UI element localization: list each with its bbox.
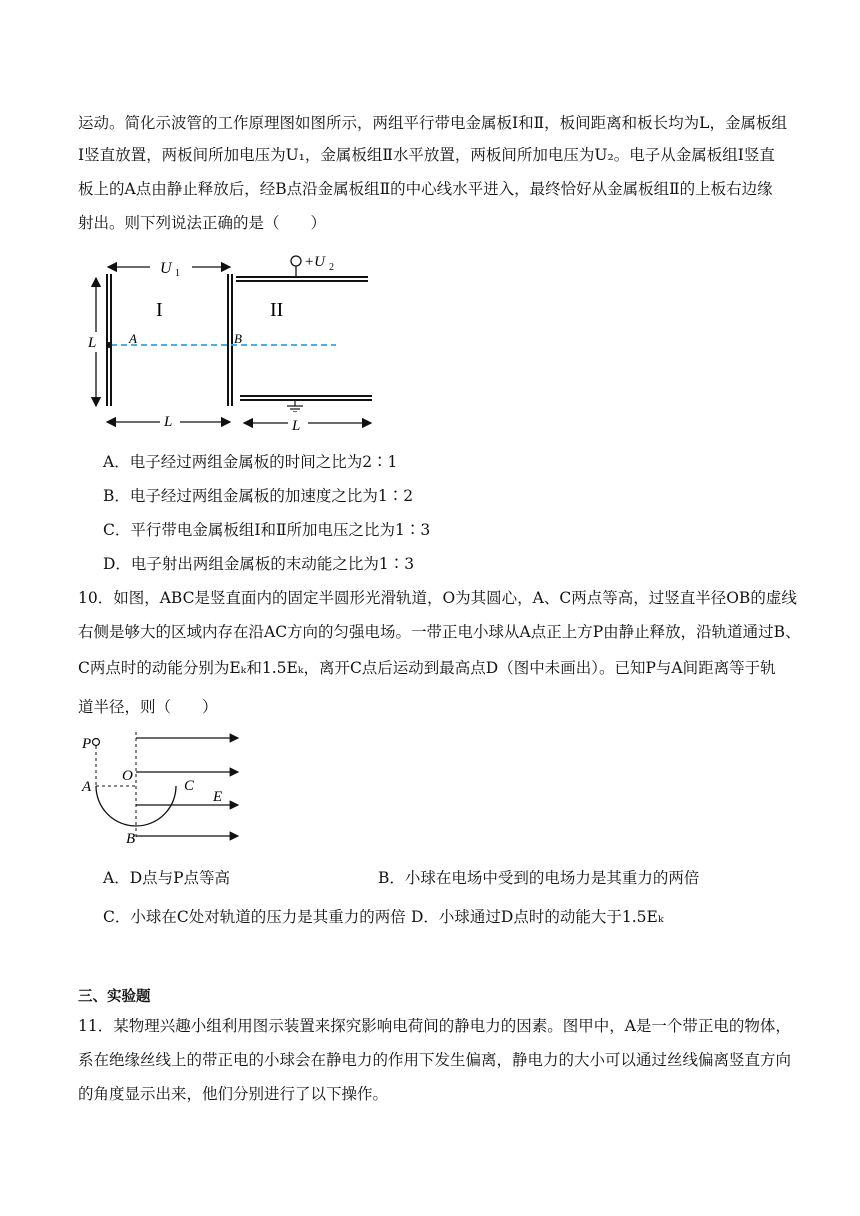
field-e-label: E	[213, 789, 223, 805]
q10-option-a: A．D点与P点等高	[103, 869, 231, 887]
u1-subscript: 1	[175, 268, 180, 279]
point-a-label: A	[129, 331, 137, 346]
region-1-label: I	[156, 299, 163, 321]
point-b-label: B	[234, 331, 242, 346]
q11-line-1: 11．某物理兴趣小组利用图示装置来探究影响电荷间的静电力的因素。图甲中，A是一个带正电的物体，	[78, 1017, 791, 1035]
q9-figure	[78, 244, 388, 436]
bottom-l-label-1: L	[164, 414, 173, 430]
point-a-label-q10: A	[82, 779, 92, 795]
point-c-label: C	[184, 778, 195, 794]
u2-label: +U	[304, 254, 325, 270]
q10-line-4: 道半径，则（ ）	[78, 698, 218, 716]
q10-option-d: D．小球通过D点时的动能大于1.5Eₖ	[411, 908, 664, 926]
u2-subscript: 2	[329, 262, 334, 273]
terminal-u2-icon	[291, 256, 301, 266]
q9-option-a: A．电子经过两组金属板的时间之比为2∶1	[103, 453, 398, 471]
q10-line-1: 10．如图，ABC是竖直面内的固定半圆形光滑轨道，O为其圆心，A、C两点等高，过竖直半径OB的虚线	[78, 589, 797, 607]
point-o-label: O	[122, 768, 133, 784]
q10-line-3: C两点时的动能分别为Eₖ和1.5Eₖ，离开C点后运动到最高点D（图中未画出）。已知P与A间距离等于轨	[78, 659, 776, 677]
section-heading: 三、实验题	[78, 989, 151, 1005]
q9-option-b: B．电子经过两组金属板的加速度之比为1∶2	[103, 487, 414, 505]
point-a-dot	[106, 342, 112, 348]
q9-line-1: 运动。简化示波管的工作原理图如图所示，两组平行带电金属板Ⅰ和Ⅱ，板间距离和板长均为L，金属板组	[78, 114, 787, 132]
ball-p-icon	[93, 739, 100, 746]
q9-option-c: C．平行带电金属板组Ⅰ和Ⅱ所加电压之比为1∶3	[103, 521, 431, 539]
q10-figure	[78, 728, 248, 846]
q9-option-d: D．电子射出两组金属板的末动能之比为1∶3	[103, 555, 415, 573]
left-l-label: L	[88, 335, 97, 351]
q9-line-2: Ⅰ竖直放置，两板间所加电压为U₁，金属板组Ⅱ水平放置，两板间所加电压为U₂。电子从金属板组Ⅰ竖直	[78, 146, 775, 164]
q10-line-2: 右侧是够大的区域内存在沿AC方向的匀强电场。一带正电小球从A点正上方P由静止释放，沿轨道通过B、	[78, 623, 801, 641]
q9-line-4: 射出。则下列说法正确的是（ ）	[78, 214, 327, 232]
bottom-l-label-2: L	[292, 418, 301, 434]
q10-option-b: B．小球在电场中受到的电场力是其重力的两倍	[378, 869, 700, 887]
q9-line-3: 板上的A点由静止释放后，经B点沿金属板组Ⅱ的中心线水平进入，最终恰好从金属板组Ⅱ的上板右边缘	[78, 180, 773, 198]
u1-label: U	[160, 260, 172, 277]
q10-option-c: C．小球在C处对轨道的压力是其重力的两倍	[103, 908, 406, 926]
point-p-label: P	[82, 736, 92, 752]
point-b-label-q10: B	[126, 831, 136, 846]
q11-line-2: 系在绝缘丝线上的带正电的小球会在静电力的作用下发生偏离，静电力的大小可以通过丝线偏离竖直方向	[78, 1051, 792, 1069]
region-2-label: II	[270, 299, 284, 321]
q11-line-3: 的角度显示出来，他们分别进行了以下操作。	[78, 1085, 389, 1103]
